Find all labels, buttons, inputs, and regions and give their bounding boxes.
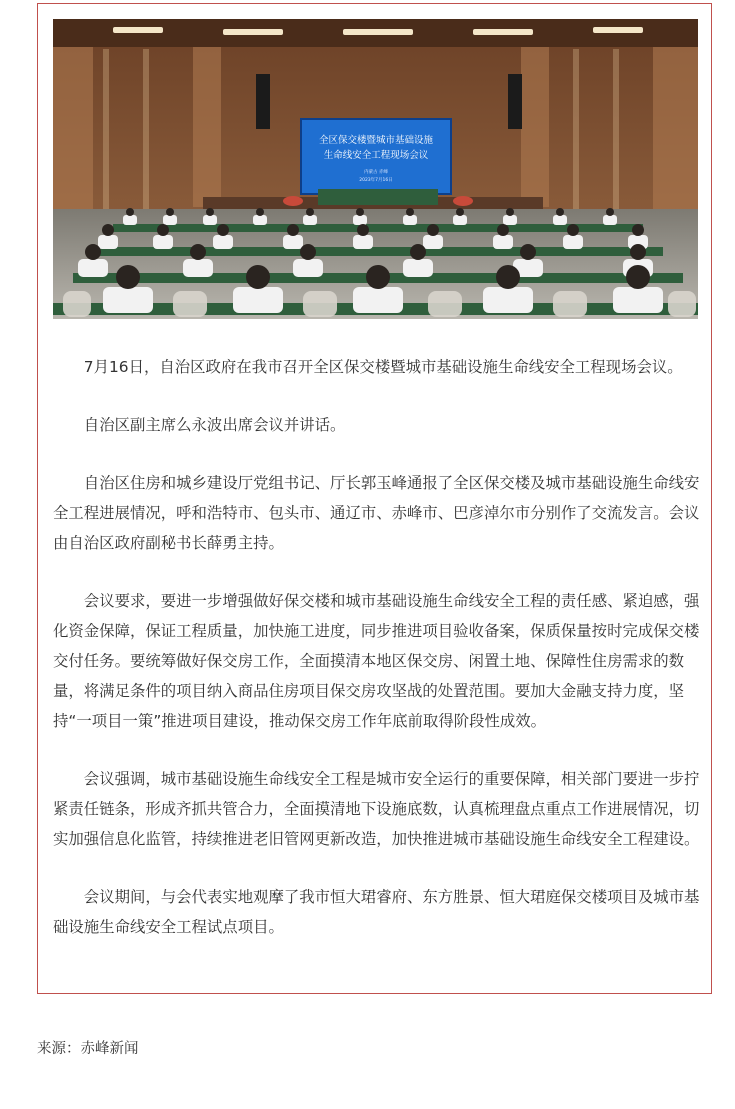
speaker-right [508,74,522,129]
source-line [37,1037,139,1061]
paragraph-4: 会议要求，要进一步增强做好保交楼和城市基础设施生命线安全工程的责任感、紧迫感，强化资金保障，保证工程质量，加快施工进度，同步推进项目验收备案，保质保量按时完成保交楼交付任务。要统筹做好保交房工作，全面摸清本地区保交房、闲置土地、保障性住房需求的数量，将满足条件的项目纳入商品住房项目保交房攻坚战的处置范围。要加大金融支持力度，坚持“一项目一策”推进项目建设，推动保交房工作年底前取得阶段性成效。 [53,592,700,730]
source-name: 赤峰新闻 [80,1041,139,1057]
banner-date: 2023年7月16日 [359,178,393,183]
article-frame [37,3,712,994]
article-body [53,352,701,970]
source-label: 来源： [37,1041,81,1057]
paragraph-5: 会议强调，城市基础设施生命线安全工程是城市安全运行的重要保障，相关部门要进一步拧紧责任链条，形成齐抓共管合力，全面摸清地下设施底数，认真梳理盘点重点工作进展情况，切实加强信息化监管，持续推进老旧管网更新改造，加快推进城市基础设施生命线安全工程建设。 [53,770,700,848]
conference-photo [53,19,698,319]
conference-photo-drawing [53,19,698,319]
banner-location: 内蒙古 赤峰 [364,170,388,175]
banner-title-line1: 全区保交楼暨城市基础设施 [318,135,434,146]
podium-table [318,189,438,205]
paragraph-2: 自治区副主席么永波出席会议并讲话。 [83,416,346,434]
paragraph-1: 7月16日，自治区政府在我市召开全区保交楼暨城市基础设施生命线安全工程现场会议。 [83,358,683,376]
speaker-left [256,74,270,129]
paragraph-3: 自治区住房和城乡建设厅党组书记、厅长郭玉峰通报了全区保交楼及城市基础设施生命线安全工程进展情况，呼和浩特市、包头市、通辽市、赤峰市、巴彦淖尔市分别作了交流发言。会议由自治区政府副秘书长薛勇主持。 [53,474,700,552]
banner-title-line2: 生命线安全工程现场会议 [323,150,429,161]
paragraph-6: 会议期间，与会代表实地观摩了我市恒大珺睿府、东方胜景、恒大珺庭保交楼项目及城市基础设施生命线安全工程试点项目。 [53,888,700,936]
